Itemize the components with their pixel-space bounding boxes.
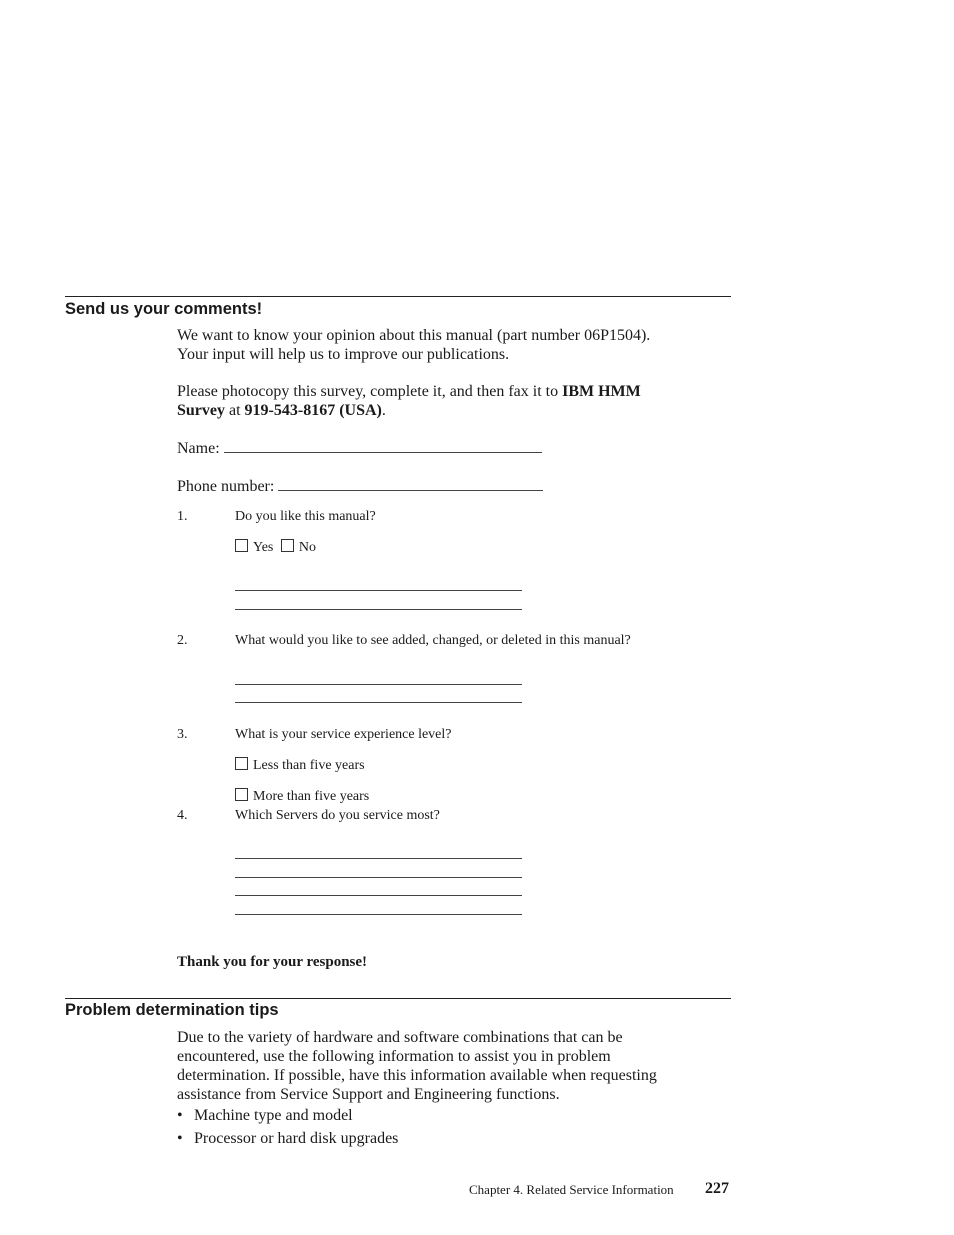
less-than-five-checkbox[interactable] [235, 757, 248, 770]
answer-line[interactable] [235, 590, 522, 591]
fax-line-1 [177, 382, 717, 401]
answer-line[interactable] [235, 684, 522, 685]
answer-line[interactable] [235, 609, 522, 610]
question-1-number: 1. [177, 509, 188, 524]
bullet-icon: • [177, 1130, 183, 1147]
section-heading-tips: Problem determination tips [65, 1001, 279, 1019]
yes-label: Yes [253, 540, 274, 555]
phone-row [177, 476, 717, 496]
question-1-text: Do you like this manual? [235, 509, 376, 524]
fax-recipient-bold-2: Survey [177, 402, 225, 419]
bullet-icon: • [177, 1107, 183, 1124]
option-less-than-five [235, 757, 365, 774]
tips-line-3: determination. If possible, have this information available when requesting [177, 1067, 657, 1084]
tips-line-2: encountered, use the following information to assist you in problem [177, 1048, 611, 1065]
question-2-text: What would you like to see added, changed, or deleted in this manual? [235, 633, 631, 648]
footer-chapter: Chapter 4. Related Service Information [469, 1182, 674, 1197]
question-2-number: 2. [177, 633, 188, 648]
less-than-five-label: Less than five years [253, 758, 365, 773]
name-label: Name: [177, 440, 220, 457]
more-than-five-checkbox[interactable] [235, 788, 248, 801]
question-1-options [235, 539, 316, 556]
list-item [177, 1107, 353, 1125]
list-item [177, 1130, 398, 1148]
fax-period: . [381, 402, 386, 419]
fax-recipient-bold: IBM HMM [562, 383, 641, 400]
fax-line-2 [177, 401, 717, 420]
section-heading-comments: Send us your comments! [65, 300, 263, 318]
answer-line[interactable] [235, 702, 522, 703]
fax-number: 919-543-8167 (USA) [244, 402, 382, 419]
tips-paragraph [177, 1028, 717, 1104]
phone-field[interactable] [278, 476, 543, 491]
no-checkbox[interactable] [281, 539, 294, 552]
section-rule-comments [65, 296, 731, 297]
question-3-number: 3. [177, 727, 188, 742]
question-3-text: What is your service experience level? [235, 727, 452, 742]
intro-line-1: We want to know your opinion about this manual (part number 06P1504). [177, 327, 651, 344]
tips-line-1: Due to the variety of hardware and software combinations that can be [177, 1029, 623, 1046]
question-4-number: 4. [177, 808, 188, 823]
phone-label: Phone number: [177, 478, 275, 495]
fax-text: Please photocopy this survey, complete it, and then fax it to [177, 383, 563, 400]
section-rule-tips [65, 998, 731, 999]
no-label: No [298, 540, 316, 555]
answer-line[interactable] [235, 858, 522, 859]
intro-paragraph [177, 326, 717, 364]
name-row [177, 438, 717, 458]
answer-line[interactable] [235, 914, 522, 915]
fax-paragraph [177, 382, 717, 420]
yes-checkbox[interactable] [235, 539, 248, 552]
intro-line-2: Your input will help us to improve our publications. [177, 346, 510, 363]
more-than-five-label: More than five years [253, 789, 370, 804]
option-more-than-five [235, 788, 369, 805]
page-number: 227 [705, 1180, 729, 1197]
answer-line[interactable] [235, 877, 522, 878]
fax-text-at: at [225, 402, 245, 419]
thank-you-text: Thank you for your response! [177, 954, 368, 970]
name-field[interactable] [224, 438, 542, 453]
answer-line[interactable] [235, 895, 522, 896]
list-item-text: Processor or hard disk upgrades [194, 1130, 399, 1147]
list-item-text: Machine type and model [194, 1107, 353, 1124]
question-4-text: Which Servers do you service most? [235, 808, 440, 823]
tips-line-4: assistance from Service Support and Engineering functions. [177, 1086, 560, 1103]
